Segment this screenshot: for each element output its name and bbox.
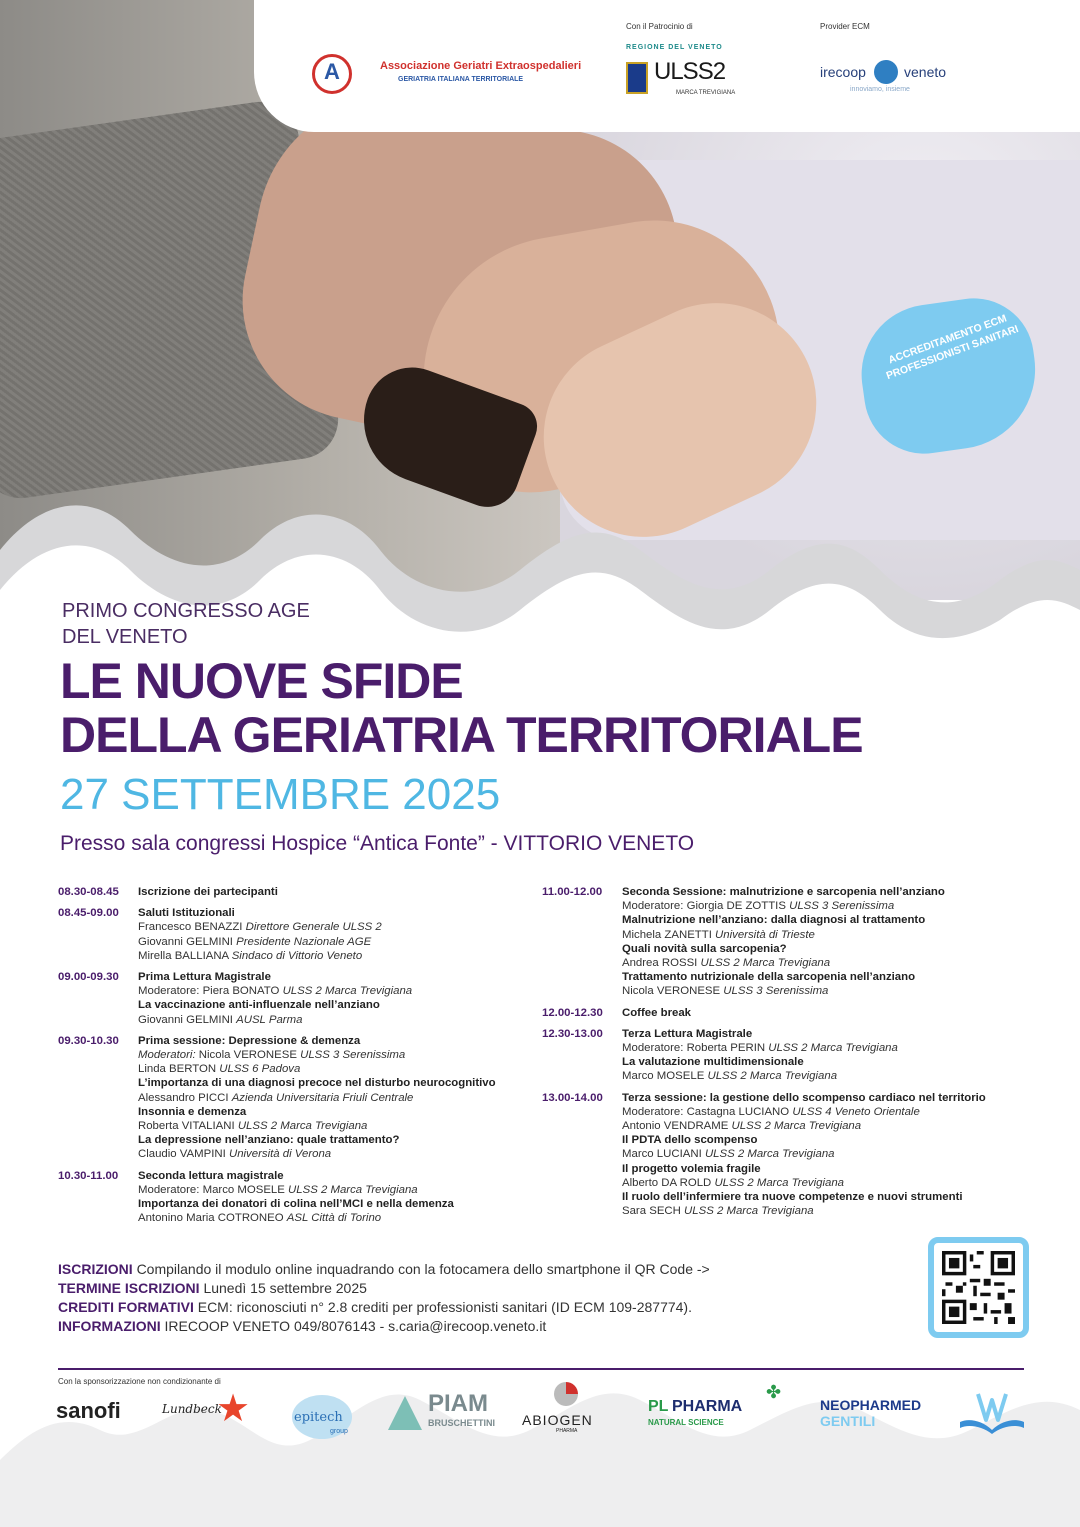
speaker-name: Marco LUCIANI [622, 1148, 702, 1161]
slot-body [138, 970, 538, 1027]
program-slot [542, 885, 1042, 999]
slot-line: La vaccinazione anti-influenzale nell’anziano [138, 999, 380, 1012]
speaker-affiliation: ASL Città di Torino [286, 1212, 382, 1225]
speaker-affiliation: ULSS 2 Marca Trevigiana [707, 1070, 838, 1083]
speaker-affiliation: ULSS 2 Marca Trevigiana [282, 985, 413, 998]
speaker-affiliation: ULSS 2 Marca Trevigiana [237, 1120, 368, 1133]
speaker-name: Andrea ROSSI [622, 957, 698, 970]
speaker-affiliation: ULSS 3 Serenissima [723, 985, 829, 998]
info-line [58, 1279, 710, 1298]
slot-body [138, 1169, 538, 1226]
slot-line: Prima sessione: Depressione & demenza [138, 1034, 361, 1047]
info-line [58, 1260, 710, 1279]
slot-time: 12.30-13.00 [542, 1027, 603, 1040]
slot-time: 08.45-09.00 [58, 907, 119, 920]
veneto-shield-icon [626, 62, 648, 94]
speaker-name: Roberta VITALIANI [138, 1120, 235, 1133]
slot-line [138, 984, 538, 998]
slot-time: 12.00-12.30 [542, 1006, 603, 1019]
speaker-name: Marco MOSELE [622, 1070, 705, 1083]
slot-line [138, 1062, 538, 1076]
speaker-name: Giovanni GELMINI [138, 1013, 233, 1026]
speaker-name: Mirella BALLIANA [138, 949, 229, 962]
speaker-affiliation: ULSS 6 Padova [219, 1063, 301, 1076]
slot-time: 13.00-14.00 [542, 1091, 603, 1104]
program-slot [58, 970, 538, 1027]
speaker-affiliation: Sindaco di Vittorio Veneto [231, 949, 363, 962]
speaker-name: Moderatore: Giorgia DE ZOTTIS [622, 900, 786, 913]
irecoop-veneto: veneto [904, 64, 947, 80]
program-slot [542, 1091, 1042, 1219]
slot-line [138, 1211, 538, 1225]
open-book-logo-icon [958, 1390, 1026, 1434]
info-line [58, 1298, 710, 1317]
program-slot [58, 1169, 538, 1226]
abiogen-logo: ABIOGEN [522, 1412, 593, 1428]
slot-line [138, 1147, 538, 1161]
neopharmed-logo: NEOPHARMED [820, 1397, 922, 1413]
program-slot [58, 1034, 538, 1162]
info-value: Lunedì 15 settembre 2025 [203, 1280, 367, 1296]
info-key: INFORMAZIONI [58, 1318, 161, 1334]
slot-line: Importanza dei donatori di colina nell’MCI e nella demenza [138, 1198, 454, 1211]
speaker-name: Linda BERTON [138, 1063, 217, 1076]
program-left [58, 885, 538, 1232]
speaker-affiliation: ULSS 2 Marca Trevigiana [288, 1183, 418, 1196]
event-venue: Presso sala congressi Hospice “Antica Fonte” - VITTORIO VENETO [60, 832, 695, 855]
slot-line: Malnutrizione nell’anziano: dalla diagnosi al trattamento [622, 914, 926, 927]
slot-line: Il ruolo dell’infermiere tra nuove competenze e nuovi strumenti [622, 1191, 963, 1204]
slot-line [138, 1091, 538, 1105]
slot-body [622, 1091, 1042, 1219]
slot-line: Trattamento nutrizionale della sarcopenia nell’anziano [622, 971, 916, 984]
slot-line [622, 1204, 1042, 1218]
speaker-name: Moderatore: Piera BONATO [138, 985, 280, 998]
info-key: TERMINE ISCRIZIONI [58, 1280, 200, 1296]
age-subtitle: GERIATRIA ITALIANA TERRITORIALE [398, 76, 524, 83]
lundbeck-star-icon: ★ [216, 1388, 251, 1430]
slot-time: 09.00-09.30 [58, 971, 119, 984]
slot-line [622, 1041, 1042, 1055]
speaker-affiliation: ULSS 3 Serenissima [300, 1049, 406, 1062]
slot-line: Il PDTA dello scompenso [622, 1134, 758, 1147]
speaker-affiliation: Azienda Universitaria Friuli Centrale [231, 1091, 414, 1104]
ulss-subtitle: MARCA TREVIGIANA [676, 90, 736, 96]
regione-label: REGIONE DEL VENETO [626, 44, 723, 51]
speaker-affiliation: ULSS 2 Marca Trevigiana [704, 1148, 835, 1161]
patrocinio-label: Con il Patrocinio di [626, 22, 693, 31]
speaker-affiliation: ULSS 3 Serenissima [789, 900, 895, 913]
slot-line: La depressione nell’anziano: quale trattamento? [138, 1134, 400, 1147]
speaker-affiliation: ULSS 4 Veneto Orientale [792, 1105, 920, 1118]
slot-line: Il progetto volemia fragile [622, 1162, 761, 1175]
speaker-name: Michela ZANETTI [622, 928, 712, 941]
program-slot [542, 1027, 1042, 1084]
slot-line: Seconda lettura magistrale [138, 1169, 284, 1182]
program-slot [542, 1006, 1042, 1020]
plpharma-logo-pl: PL [648, 1398, 669, 1415]
event-date: 27 SETTEMBRE 2025 [60, 770, 501, 819]
speaker-affiliation: ULSS 2 Marca Trevigiana [768, 1042, 898, 1055]
slot-line [622, 899, 1042, 913]
epitech-group: group [330, 1428, 348, 1435]
qr-code-icon[interactable] [942, 1251, 1015, 1324]
sanofi-logo: sanofi [56, 1398, 121, 1423]
slot-line [622, 1105, 1042, 1119]
slot-time: 11.00-12.00 [542, 886, 603, 898]
slot-line: Iscrizione dei partecipanti [138, 886, 278, 898]
speaker-affiliation: AUSL Parma [236, 1013, 303, 1026]
slot-line [622, 1069, 1042, 1083]
slot-line [622, 1147, 1042, 1161]
provider-label: Provider ECM [820, 22, 870, 31]
speaker-affiliation: ULSS 2 Marca Trevigiana [731, 1120, 862, 1133]
irecoop-logo: irecoop [820, 64, 866, 80]
slot-line: Prima Lettura Magistrale [138, 971, 271, 984]
ecm-badge-text: ACCREDITAMENTO ECM PROFESSIONISTI SANITARI [884, 312, 1021, 383]
speaker-name: Moderatore: Castagna LUCIANO [622, 1105, 790, 1118]
info-value: Compilando il modulo online inquadrando con la fotocamera dello smartphone il QR Code -> [136, 1261, 710, 1277]
slot-line [138, 935, 538, 949]
slot-line: L’importanza di una diagnosi precoce nel disturbo neurocognitivo [138, 1077, 496, 1090]
info-value: IRECOOP VENETO 049/8076143 - s.caria@irecoop.veneto.it [164, 1318, 547, 1334]
epitech-logo: epitech [294, 1410, 343, 1425]
program-right [542, 885, 1042, 1225]
info-value: ECM: riconosciuti n° 2.8 crediti per professionisti sanitari (ID ECM 109-287774). [197, 1299, 692, 1315]
sponsor-label: Con la sponsorizzazione non condizionante di [58, 1377, 221, 1386]
age-logo: A Associazione Geriatri Extraospedalieri GERIATRIA ITALIANA TERRITORIALE [306, 50, 566, 98]
speaker-name: Giovanni GELMINI [138, 935, 233, 948]
event-subtitle: PRIMO CONGRESSO AGE DEL VENETO [62, 600, 310, 648]
speaker-prefix: Moderatori: [138, 1049, 196, 1062]
piam-subtitle: BRUSCHETTINI [428, 1418, 495, 1428]
abiogen-subtitle: PHARMA [556, 1428, 578, 1434]
speaker-name: Nicola VERONESE [198, 1049, 297, 1062]
speaker-affiliation: Direttore Generale ULSS 2 [245, 921, 382, 934]
speaker-affiliation: ULSS 2 Marca Trevigiana [700, 957, 831, 970]
age-name: Associazione Geriatri Extraospedalieri [380, 60, 582, 72]
slot-line: Terza Lettura Magistrale [622, 1027, 753, 1040]
irecoop-mark-icon [874, 60, 898, 84]
program-slot [58, 885, 538, 899]
slot-line [138, 1119, 538, 1133]
speaker-name: Sara SECH [622, 1205, 681, 1218]
slot-body [138, 1034, 538, 1162]
slot-line [622, 956, 1042, 970]
slot-time: 09.30-10.30 [58, 1034, 119, 1047]
speaker-name: Moderatore: Marco MOSELE [138, 1183, 285, 1196]
lundbeck-logo: Lundbeck [162, 1402, 222, 1416]
speaker-affiliation: ULSS 2 Marca Trevigiana [684, 1205, 814, 1218]
slot-line [138, 1013, 538, 1027]
piam-logo: PIAM [428, 1390, 488, 1417]
speaker-name: Claudio VAMPINI [138, 1148, 226, 1161]
slot-time: 08.30-08.45 [58, 886, 119, 898]
speaker-affiliation: ULSS 2 Marca Trevigiana [714, 1176, 845, 1189]
slot-line [622, 928, 1042, 942]
plpharma-logo-pharma: PHARMA [672, 1398, 743, 1415]
neopharmed-subtitle: GENTILI [820, 1413, 876, 1429]
event-title: LE NUOVE SFIDE DELLA GERIATRIA TERRITORIALE [60, 653, 863, 763]
speaker-name: Alessandro PICCI [138, 1091, 229, 1104]
info-key: ISCRIZIONI [58, 1261, 133, 1277]
info-key: CREDITI FORMATIVI [58, 1299, 194, 1315]
slot-line: Seconda Sessione: malnutrizione e sarcopenia nell’anziano [622, 886, 945, 898]
info-block [58, 1260, 710, 1336]
slot-line: Terza sessione: la gestione dello scompenso cardiaco nel territorio [622, 1091, 986, 1104]
slot-body [138, 906, 538, 963]
slot-line [622, 1176, 1042, 1190]
slot-body [622, 885, 1042, 999]
abiogen-mark-icon [554, 1382, 578, 1406]
slot-line: Coffee break [622, 1006, 692, 1019]
info-line [58, 1317, 710, 1336]
divider [58, 1368, 1024, 1370]
slot-line [138, 949, 538, 963]
speaker-name: Nicola VERONESE [622, 985, 721, 998]
slot-line [138, 1183, 538, 1197]
speaker-affiliation: Presidente Nazionale AGE [236, 935, 372, 948]
ulss-logo: ULSS2 [654, 58, 726, 85]
slot-body [622, 1027, 1042, 1084]
slot-line [622, 1119, 1042, 1133]
slot-line [138, 1048, 538, 1062]
slot-line: Insonnia e demenza [138, 1105, 247, 1118]
speaker-affiliation: Università di Verona [228, 1148, 332, 1161]
slot-time: 10.30-11.00 [58, 1169, 119, 1182]
slot-line: Saluti Istituzionali [138, 907, 235, 920]
program-slot [58, 906, 538, 963]
speaker-name: Antonino Maria COTRONEO [138, 1212, 284, 1225]
slot-body [622, 1006, 1042, 1020]
slot-line: Quali novità sulla sarcopenia? [622, 942, 787, 955]
slot-body [138, 885, 538, 899]
speaker-affiliation: Università di Trieste [715, 928, 815, 941]
slot-line [138, 920, 538, 934]
speaker-name: Francesco BENAZZI [138, 921, 243, 934]
irecoop-tagline: innoviamo, insieme [850, 86, 910, 93]
speaker-name: Alberto DA ROLD [622, 1176, 712, 1189]
slot-line [622, 984, 1042, 998]
speaker-name: Antonio VENDRAME [622, 1120, 729, 1133]
speaker-name: Moderatore: Roberta PERIN [622, 1042, 766, 1055]
plpharma-subtitle: NATURAL SCIENCE [648, 1418, 724, 1427]
plpharma-leaf-icon: ✤ [766, 1382, 782, 1402]
slot-line: La valutazione multidimensionale [622, 1056, 804, 1069]
